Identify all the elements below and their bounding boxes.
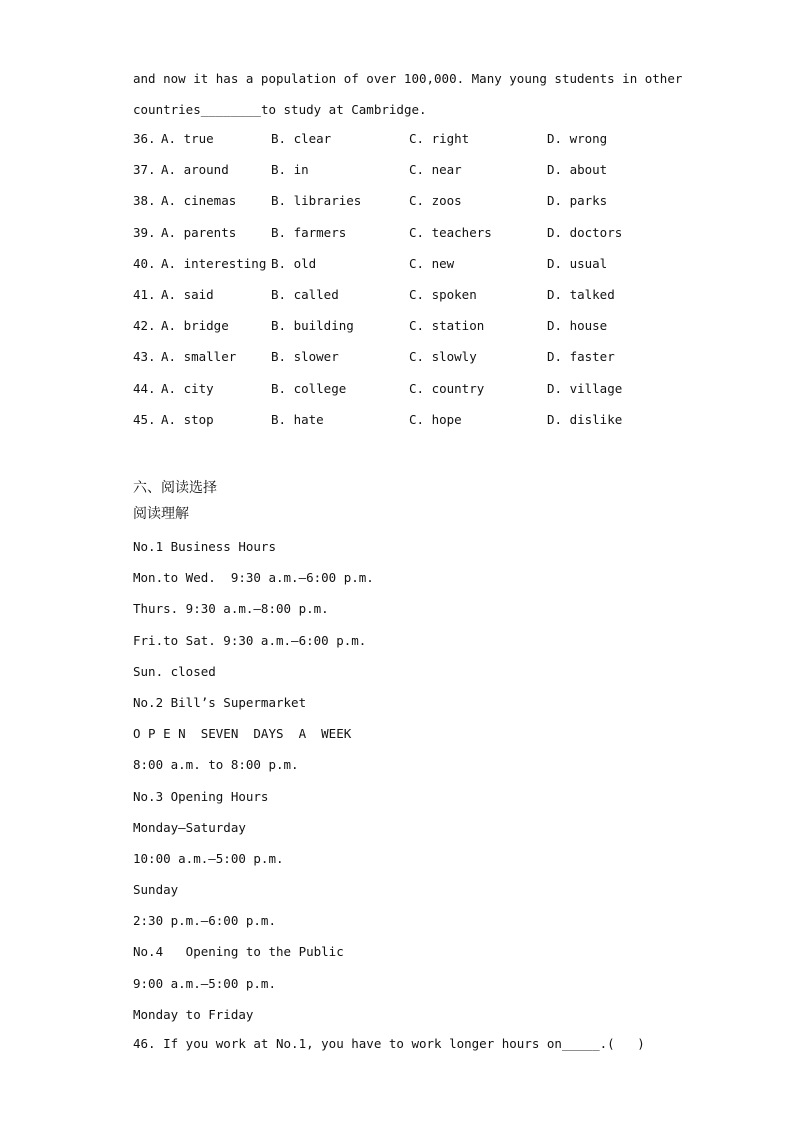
option-c: C. spoken [409, 286, 477, 302]
option-a: A. interesting [161, 255, 267, 271]
notice-line: 2:30 p.m.—6:00 p.m. [133, 913, 276, 929]
option-c: C. station [409, 318, 485, 334]
option-b: B. building [271, 318, 354, 334]
question-number: 36. [133, 131, 156, 146]
passage-line-2 [133, 102, 427, 118]
answer-blank: _____ [561, 1036, 600, 1051]
option-d: D. wrong [547, 131, 608, 146]
question-number: 37. [133, 162, 156, 178]
option-c: C. country [409, 380, 485, 396]
option-c: C. near [409, 162, 462, 178]
answer-blank: ________ [200, 102, 261, 117]
passage-line-2-before: countries [133, 102, 201, 117]
question-number: 40. [133, 255, 156, 271]
option-b: B. farmers [271, 224, 347, 240]
notice-line: 9:00 a.m.—5:00 p.m. [133, 975, 276, 991]
notice-line: No.2 Bill’s Supermarket [133, 694, 307, 710]
option-c: C. zoos [409, 193, 462, 209]
option-b: B. college [271, 380, 347, 396]
option-a: A. city [161, 380, 214, 396]
question-number: 42. [133, 318, 156, 334]
question-number: 38. [133, 193, 156, 209]
notice-line: No.3 Opening Hours [133, 788, 269, 804]
question-row [133, 411, 623, 443]
notice-line: Monday to Friday [133, 1006, 254, 1022]
question-46 [133, 1036, 645, 1052]
option-a: A. around [161, 162, 229, 178]
notice-line: Thurs. 9:30 a.m.—8:00 p.m. [133, 601, 329, 617]
notice-line: Sun. closed [133, 663, 216, 679]
option-b: B. in [271, 162, 309, 178]
question-row [133, 193, 608, 224]
notice-line: 8:00 a.m. to 8:00 p.m. [133, 757, 299, 773]
notice-line: No.1 Business Hours [133, 539, 276, 554]
question-row [133, 224, 623, 256]
passage-line-2-after: to study at Cambridge. [260, 102, 427, 117]
question-row [133, 318, 608, 349]
question-number: 44. [133, 380, 156, 396]
reading-passage [133, 539, 374, 1038]
option-c: C. right [409, 131, 470, 146]
option-d: D. parks [547, 193, 608, 209]
section-subtitle: 阅读理解 [133, 506, 189, 522]
notice-line: Sunday [133, 882, 179, 898]
option-b: B. old [271, 255, 317, 271]
option-d: D. usual [547, 255, 608, 271]
passage-line-1: and now it has a population of over 100,000. Many young students in other [133, 71, 683, 86]
option-a: A. smaller [161, 349, 237, 365]
option-c: C. hope [409, 411, 462, 427]
question-row [133, 131, 608, 162]
question-number: 41. [133, 286, 156, 302]
notice-line: Monday—Saturday [133, 819, 246, 835]
option-a: A. true [161, 131, 214, 146]
question-row [133, 255, 608, 287]
option-d: D. house [547, 318, 608, 334]
multiple-choice-list [133, 131, 623, 443]
notice-line: No.4 Opening to the Public [133, 944, 344, 960]
question-46-text: 46. If you work at No.1, you have to work longer hours on [133, 1036, 562, 1051]
option-b: B. clear [271, 131, 332, 146]
option-d: D. dislike [547, 411, 623, 427]
question-number: 45. [133, 411, 156, 427]
question-number: 43. [133, 349, 156, 365]
option-d: D. faster [547, 349, 615, 365]
question-row [133, 286, 615, 318]
option-d: D. about [547, 162, 608, 178]
question-row [133, 162, 608, 193]
notice-line: 10:00 a.m.—5:00 p.m. [133, 850, 284, 866]
notice-line: Fri.to Sat. 9:30 a.m.—6:00 p.m. [133, 632, 367, 648]
option-a: A. said [161, 286, 214, 302]
question-46-bracket: .( ) [599, 1036, 645, 1051]
section-title: 六、阅读选择 [133, 480, 217, 496]
option-a: A. parents [161, 224, 237, 240]
option-b: B. libraries [271, 193, 362, 209]
option-b: B. slower [271, 349, 339, 365]
option-c: C. teachers [409, 224, 492, 240]
option-a: A. bridge [161, 318, 229, 334]
option-d: D. doctors [547, 224, 623, 240]
option-d: D. talked [547, 286, 615, 302]
notice-line: Mon.to Wed. 9:30 a.m.—6:00 p.m. [133, 570, 374, 586]
notice-line: O P E N SEVEN DAYS A WEEK [133, 726, 352, 742]
option-c: C. slowly [409, 349, 477, 365]
question-row [133, 380, 623, 412]
option-b: B. hate [271, 411, 324, 427]
option-a: A. stop [161, 411, 214, 427]
question-number: 39. [133, 224, 156, 240]
option-d: D. village [547, 380, 623, 396]
question-row [133, 349, 615, 380]
option-a: A. cinemas [161, 193, 237, 209]
option-b: B. called [271, 286, 339, 302]
option-c: C. new [409, 255, 455, 271]
